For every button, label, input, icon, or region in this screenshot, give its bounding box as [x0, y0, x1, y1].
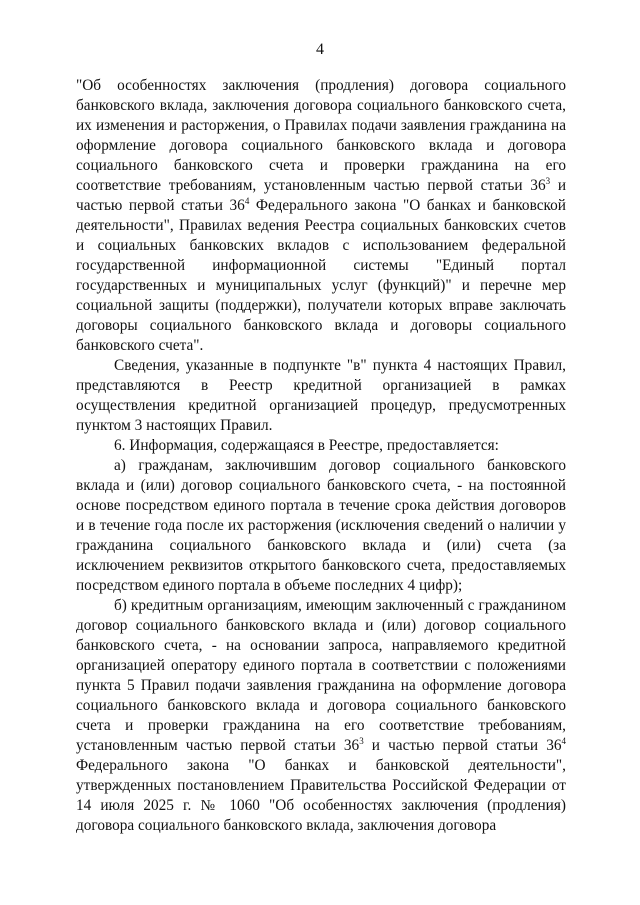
- superscript: 3: [545, 176, 551, 186]
- paragraph-2: [76, 356, 566, 436]
- paragraph-5: [76, 596, 566, 836]
- superscript: 4: [561, 736, 566, 746]
- text-segment: Сведения, указанные в подпункте "в" пункта 4 настоящих Правил, представляются в Реестр кредитной организацией в рамках осуществления кредитной организацией процедур, предусмотренных пунктом 3 настоящих Правил.: [76, 357, 566, 434]
- paragraph-1: [76, 76, 566, 356]
- paragraph-3: [76, 436, 566, 456]
- text-segment: "Об особенностях заключения (продления) договора социального банковского вклада, заключения договора социального банковского счета, их изменения и расторжения, о Правилах подачи заявления гражданина на оформление договора социального банковского вклада и договора социального банковского счета и проверки гражданина на его соответствие требованиям, установленным частью первой статьи 36: [76, 77, 566, 194]
- text-segment: и частью первой статьи 36: [76, 177, 567, 214]
- superscript: 3: [359, 736, 364, 746]
- text-segment: а) гражданам, заключившим договор социального банковского вклада и (или) договор социального банковского счета, - на постоянной основе посредством единого портала в течение срока действия договоров и в течение года после их расторжения (исключения сведений о наличии у гражданина социального банковского вклада и (или) счета (за исключением реквизитов открытого банковского счета, предоставляемых посредством единого портала в объеме последних 4 цифр);: [76, 457, 566, 594]
- text-segment: б) кредитным организациям, имеющим заключенный с гражданином договор социального банковского вклада и (или) договор социального банковского счета, - на основании запроса, направляемого кредитной организацией оператору единого портала в соответствии с положениями пункта 5 Правил подачи заявления гражданина на оформление договора социального банковского вклада и договора социального банковского счета и проверки гражданина на его соответствие требованиям, установленным частью первой статьи 36: [76, 597, 566, 754]
- text-segment: Федерального закона "О банках и банковской деятельности", Правилах ведения Реестра социальных банковских счетов и социальных банковских вкладов с использованием федеральной государственной информационной системы "Единый портал государственных и муниципальных услуг (функций)" и перечне мер социальной защиты (поддержки), получатели которых вправе заключать договоры социального банковского вклада и договоры социального банковского счета".: [76, 197, 566, 354]
- page-number: 4: [316, 41, 324, 58]
- text-segment: и частью первой статьи 36: [363, 737, 562, 754]
- text-segment: Федерального закона "О банках и банковской деятельности", утвержденных постановлением Правительства Российской Федерации от 14 июля 2025 г. № 1060 "Об особенностях заключения (продления) договора социального банковского вклада, заключения договора: [76, 757, 566, 834]
- text-segment: 6. Информация, содержащаяся в Реестре, предоставляется:: [114, 437, 499, 454]
- superscript: 4: [244, 196, 250, 206]
- document-body: [76, 76, 566, 836]
- paragraph-4: [76, 456, 566, 596]
